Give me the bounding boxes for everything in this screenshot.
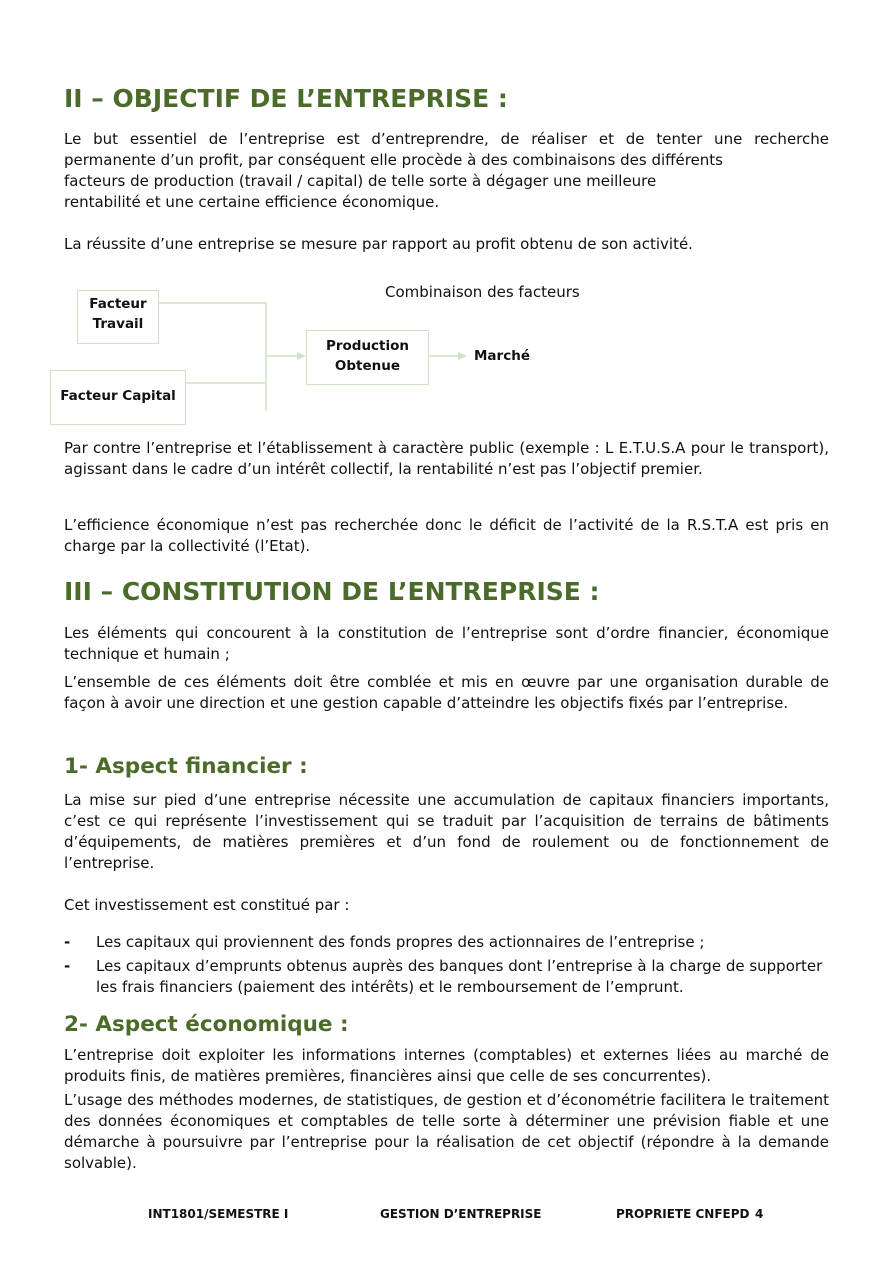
section-3-title: III – CONSTITUTION DE L’ENTREPRISE : xyxy=(64,577,600,606)
list-item-text: Les capitaux d’emprunts obtenus auprès des banques dont l’entreprise à la charge de supporter les frais financiers (paiement des intérêts) et le remboursement de l’emprunt. xyxy=(96,957,823,996)
footer-course: INT1801/SEMESTRE I xyxy=(148,1207,289,1221)
arrow-to-market xyxy=(458,352,467,360)
section-3-paragraph-2: L’ensemble de ces éléments doit être comblée et mis en œuvre par une organisation durable de façon à avoir une direction et une gestion capable d’atteindre les objectifs fixés par l’entreprise. xyxy=(64,673,829,712)
aspect-economique-paragraph-1: L’entreprise doit exploiter les informations internes (comptables) et externes liées au marché de produits finis, de matières premières, financières ainsi que celle de ses concurrentes). xyxy=(64,1046,829,1085)
section-2-paragraph-1-line-4: rentabilité et une certaine efficience économique. xyxy=(64,193,440,211)
box-production-line-1: Production xyxy=(325,338,410,354)
arrow-to-production xyxy=(297,352,306,360)
aspect-financier-title: 1- Aspect financier : xyxy=(64,754,308,779)
box-facteur-capital xyxy=(50,370,186,425)
section-2-paragraph-1: Le but essentiel de l’entreprise est d’entreprendre, de réaliser et de tenter une recherche permanente d’un profit, par conséquent elle procède à des combinaisons des différents xyxy=(64,130,829,169)
section-2-paragraph-1-line-3: facteurs de production (travail / capital) de telle sorte à dégager une meilleure xyxy=(64,172,657,190)
section-2-paragraph-2: La réussite d’une entreprise se mesure par rapport au profit obtenu de son activité. xyxy=(64,235,693,253)
section-2-title: II – OBJECTIF DE L’ENTREPRISE : xyxy=(64,84,508,113)
list-item-text: Les capitaux qui proviennent des fonds propres des actionnaires de l’entreprise ; xyxy=(96,933,705,951)
footer-owner: PROPRIETE CNFEPD xyxy=(616,1207,750,1221)
box-facteur-travail-line-1: Facteur xyxy=(89,296,147,312)
section-2-paragraph-4: L’efficience économique n’est pas recherchée donc le déficit de l’activité de la R.S.T.A est pris en charge par la collectivité (l’Etat). xyxy=(64,516,829,555)
box-facteur-travail-line-2: Travail xyxy=(92,316,144,332)
aspect-economique-title: 2- Aspect économique : xyxy=(64,1012,349,1037)
investment-list xyxy=(64,932,829,998)
list-item xyxy=(64,932,829,953)
aspect-financier-paragraph-2: Cet investissement est constitué par : xyxy=(64,896,350,914)
box-production-obtenue xyxy=(306,330,429,385)
aspect-economique-paragraph-2: L’usage des méthodes modernes, de statistiques, de gestion et d’économétrie facilitera le traitement des données économiques et comptables de telle sorte à déterminer une prévision fiable et une démarche à poursuivre par l’entreprise pour la réalisation de cet objectif (répondre à la demande solvable). xyxy=(64,1091,829,1172)
aspect-financier-paragraph-1: La mise sur pied d’une entreprise nécessite une accumulation de capitaux financiers importants, c’est ce qui représente l’investissement qui se traduit par l’acquisition de terrains de bâtiments d’équipements, de matières premières et d’un fond de roulement ou de fonctionnement de l’entreprise. xyxy=(64,791,829,872)
dash-bullet: - xyxy=(64,957,71,975)
box-facteur-capital-label: Facteur Capital xyxy=(60,388,176,404)
diagram-caption: Combinaison des facteurs xyxy=(385,283,580,301)
footer-page-number: 4 xyxy=(755,1207,764,1221)
section-2-paragraph-3: Par contre l’entreprise et l’établissement à caractère public (exemple : L E.T.U.S.A pour le transport), agissant dans le cadre d’un intérêt collectif, la rentabilité n’est pas l’objectif premier. xyxy=(64,439,829,478)
market-label: Marché xyxy=(474,348,530,364)
box-production-line-2: Obtenue xyxy=(334,358,401,374)
list-item xyxy=(64,956,829,998)
box-facteur-travail xyxy=(77,290,159,344)
dash-bullet: - xyxy=(64,933,71,951)
footer-subject: GESTION D’ENTREPRISE xyxy=(380,1207,542,1221)
section-3-paragraph-1: Les éléments qui concourent à la constitution de l’entreprise sont d’ordre financier, économique technique et humain ; xyxy=(64,624,829,663)
